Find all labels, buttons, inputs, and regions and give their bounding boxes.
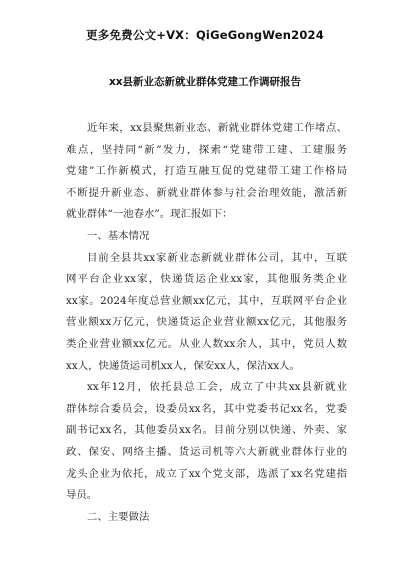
paragraph-line: 难点，坚持同“新”发力，探索“党建带工建、工建服务 (66, 143, 347, 156)
promo-banner: 更多免费公文+VX：QiGeGongWen2024 (86, 28, 324, 42)
paragraph-line: 政、保安、网络主播、货运司机等六大新就业群体行业的 (66, 445, 347, 458)
section-heading (66, 226, 347, 248)
paragraph-line: 导员。 (66, 489, 98, 502)
paragraph-line: 类企业营业额xx亿元。从业人数xx余人，其中，党员人数 (66, 337, 347, 350)
paragraph-line: xx年12月，依托县总工会，成立了中共xx县新就业 (87, 381, 347, 394)
paragraph-line: 近年来，xx县聚焦新业态、新就业群体党建工作堵点、 (87, 122, 347, 134)
paragraph-line: 目前全县共xx家新业态新就业群体公司，其中，互联 (87, 251, 347, 264)
paragraph (66, 118, 347, 226)
paragraph-line: 不断提升新业态、新就业群体参与社会治理效能，激活新 (66, 186, 347, 199)
paragraph-line: xx人，快递货运司机xx人，保安xx人，保洁xx人。 (66, 359, 300, 372)
paragraph-line: 党建”工作新模式，打造互融互促的党建带工建工作格局 (66, 165, 347, 178)
paragraph-line: 营业额xx万亿元，快递货运企业营业额xx亿元，其他服务 (66, 316, 347, 329)
paragraph-line: 副书记xx名，其他委员xx名。目前分别以快递、外卖、家 (66, 424, 347, 437)
paragraph-line: 群体综合委员会，设委员xx名，其中党委书记xx名，党委 (66, 402, 347, 415)
heading-text: 二、主要做法 (87, 510, 150, 523)
paragraph (66, 248, 347, 378)
document-title: xx县新业态新就业群体党建工作调研报告 (108, 76, 302, 88)
paragraph-line: 龙头企业为依托，成立了xx个党支部，选派了xx名党建指 (66, 467, 347, 480)
section-heading (66, 507, 347, 529)
heading-text: 一、基本情况 (87, 229, 150, 242)
paragraph-line: 就业群体“一池春水”。现汇报如下： (66, 208, 233, 221)
document-body (66, 118, 347, 528)
paragraph-line: 网平台企业xx家，快递货运企业xx家，其他服务类企业 (66, 273, 347, 286)
paragraph (66, 377, 347, 507)
paragraph-line: xx家。2024年度总营业额xx亿元，其中，互联网平台企业 (66, 294, 347, 307)
